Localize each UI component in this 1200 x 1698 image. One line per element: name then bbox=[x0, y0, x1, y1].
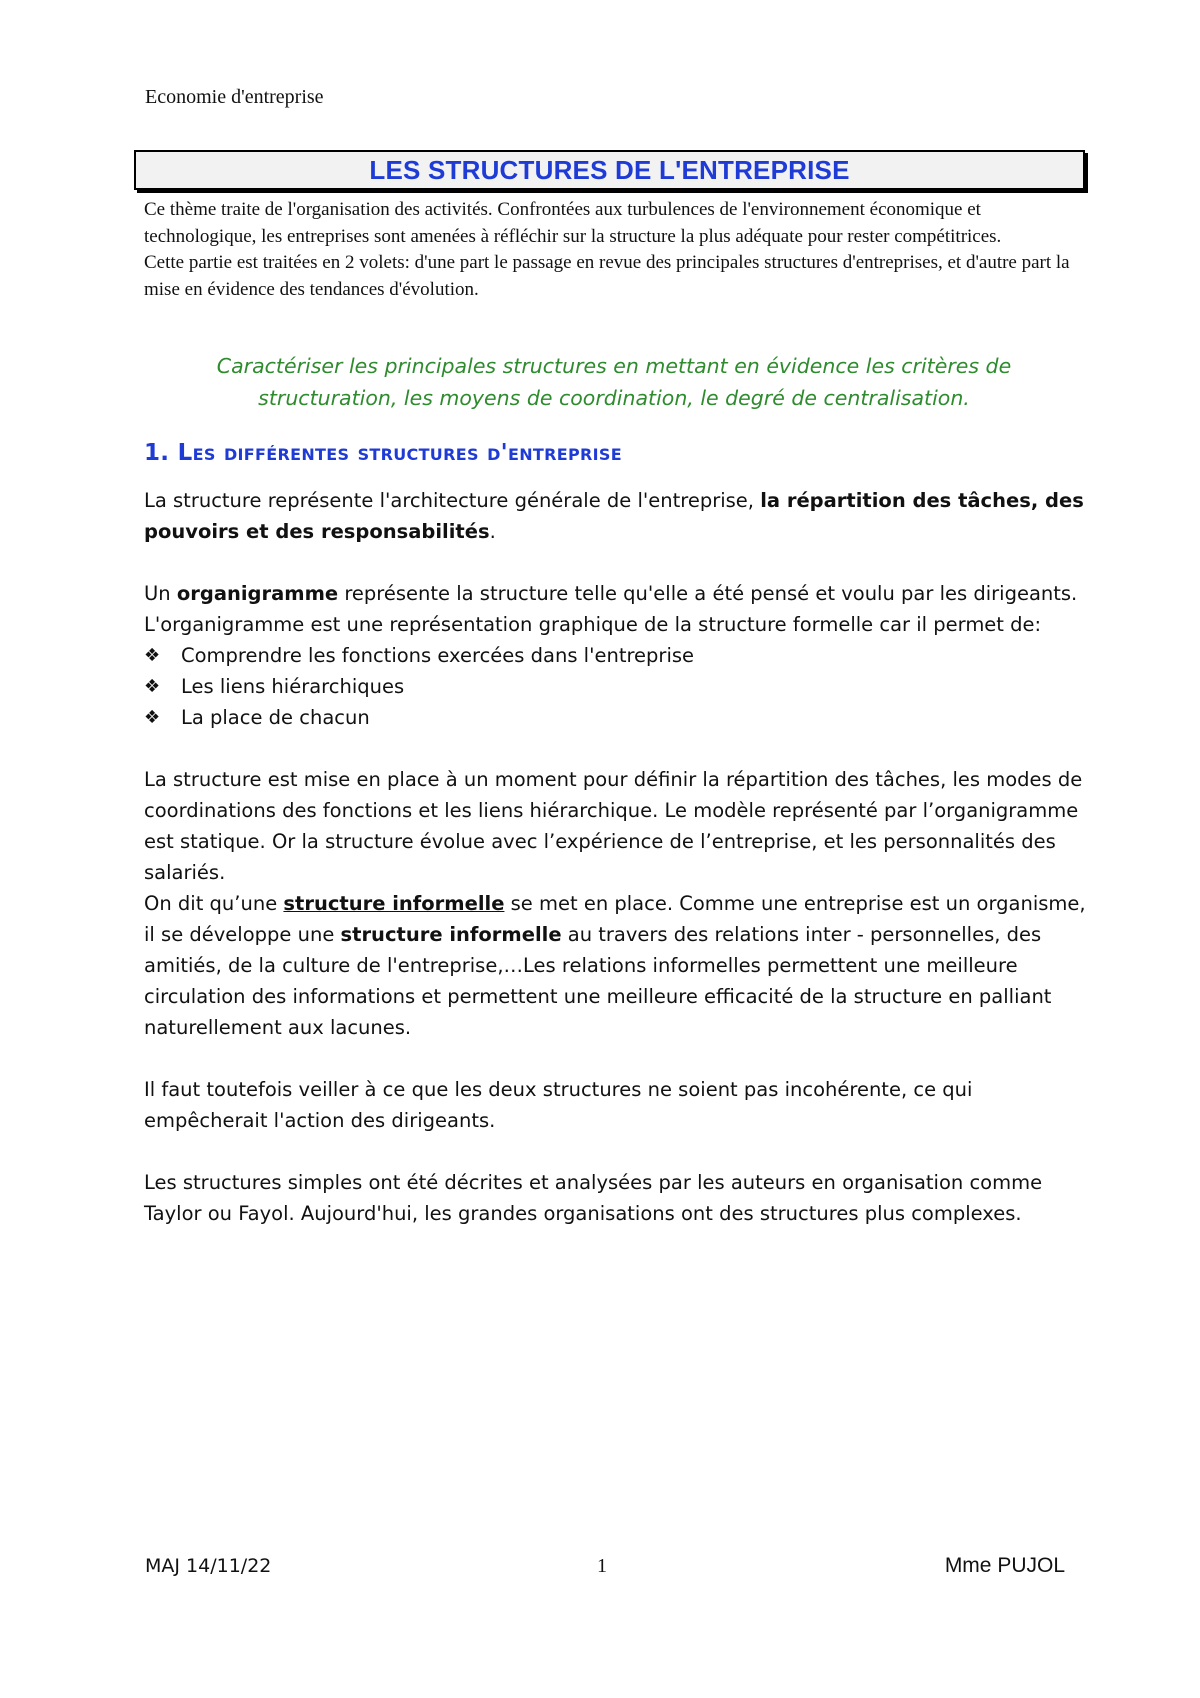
organigramme-paragraph bbox=[144, 578, 1094, 640]
footer-date: MAJ 14/11/22 bbox=[145, 1555, 272, 1577]
structure-paragraph bbox=[144, 485, 1094, 547]
simple-structures-paragraph: Les structures simples ont été décrites et analysées par les auteurs en organisation comme Taylor ou Fayol. Aujourd'hui, les grandes organisations ont des structures plus complexes. bbox=[144, 1171, 1043, 1225]
diamond-bullet-icon: ❖ bbox=[144, 707, 161, 728]
page-title: LES STRUCTURES DE L'ENTREPRISE bbox=[369, 154, 850, 185]
static-structure-paragraph: La structure est mise en place à un moment pour définir la répartition des tâches, les modes de coordinations des fonctions et les liens hiérarchique. Le modèle représenté par l’organigramme est statique. Or la structure évolue avec l’expérience de l’entreprise, et les personnalités des salariés. bbox=[144, 768, 1083, 884]
spacer bbox=[144, 547, 1094, 578]
spacer bbox=[144, 733, 1094, 764]
intro-paragraph-2: Cette partie est traitées en 2 volets: d'une part le passage en revue des principales structures d'entreprises, et d'autre part la mise en évidence des tendances d'évolution. bbox=[144, 252, 1070, 300]
list-item-text: Les liens hiérarchiques bbox=[181, 675, 405, 698]
diamond-bullet-icon: ❖ bbox=[144, 676, 161, 697]
text-span: au travers des relations inter - personnelles, des amitiés, de la culture de l'entreprise,…Les relations informelles permettent une meilleure circulation des informations et permettent une meilleure efficacité de la structure en palliant naturellement aux lacunes. bbox=[144, 923, 1052, 1039]
bold-underlined-text: structure informelle bbox=[283, 892, 505, 915]
list-item-text: Comprendre les fonctions exercées dans l'entreprise bbox=[181, 644, 695, 667]
spacer bbox=[144, 1043, 1094, 1074]
section-heading: 1. Les différentes structures d'entreprise bbox=[144, 440, 622, 466]
page-header: Economie d'entreprise bbox=[145, 86, 324, 108]
bold-text: la répartition des tâches, des pouvoirs et des responsabilités bbox=[144, 489, 1084, 543]
text-span: se met en place. Comme une entreprise est un organisme, il se développe une bbox=[144, 892, 1086, 946]
text-span: représente la structure telle qu'elle a été pensé et voulu par les dirigeants. L'organigramme est une représentation graphique de la structure formelle car il permet de: bbox=[144, 582, 1078, 636]
bullet-list bbox=[144, 640, 1094, 733]
bold-text: organigramme bbox=[176, 582, 339, 605]
list-item bbox=[144, 702, 1094, 733]
footer-author: Mme PUJOL bbox=[944, 1554, 1065, 1577]
diamond-bullet-icon: ❖ bbox=[144, 645, 161, 666]
intro-paragraph-1: Ce thème traite de l'organisation des activités. Confrontées aux turbulences de l'environnement économique et technologique, les entreprises sont amenées à réfléchir sur la structure la plus adéquate pour rester compétitrices. bbox=[144, 199, 1002, 247]
list-item-text: La place de chacun bbox=[181, 706, 370, 729]
intro-section bbox=[144, 197, 1084, 303]
text-span: Un bbox=[144, 582, 177, 605]
coherence-paragraph: Il faut toutefois veiller à ce que les deux structures ne soient pas incohérente, ce qui empêcherait l'action des dirigeants. bbox=[144, 1078, 973, 1132]
bold-text: structure informelle bbox=[340, 923, 562, 946]
text-span: . bbox=[489, 520, 496, 543]
spacer bbox=[144, 1136, 1094, 1167]
informal-structure-paragraph bbox=[144, 888, 1094, 1043]
text-span: La structure représente l'architecture générale de l'entreprise, bbox=[144, 489, 761, 512]
page-number: 1 bbox=[597, 1555, 607, 1577]
text-span: On dit qu’une bbox=[144, 892, 284, 915]
objective-statement: Caractériser les principales structures en mettant en évidence les critères de structuration, les moyens de coordination, le degré de centralisation. bbox=[216, 354, 1012, 410]
list-item bbox=[144, 640, 1094, 671]
title-box bbox=[134, 150, 1085, 190]
section-content bbox=[144, 485, 1094, 1229]
list-item bbox=[144, 671, 1094, 702]
